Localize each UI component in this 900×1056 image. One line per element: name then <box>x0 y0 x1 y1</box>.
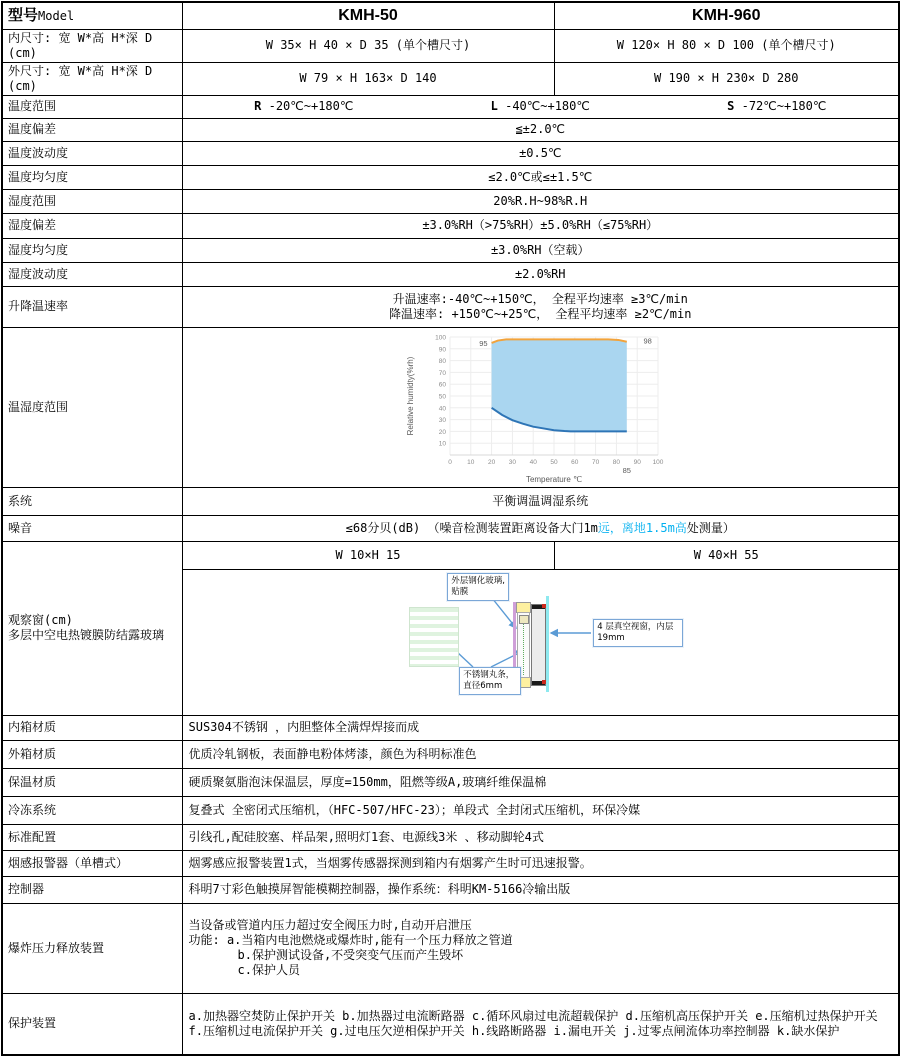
vacuum-glass-layer <box>531 604 546 686</box>
outer-material-value: 优质冷轧钢板，表面静电粉体烤漆，颜色为科明标准色 <box>182 740 899 768</box>
window-diagram-cell <box>182 569 899 715</box>
outer-size-kmh960: W 190 × H 230× D 280 <box>554 62 899 95</box>
smoke-alarm-label: 烟感报警器（单槽式） <box>2 850 182 876</box>
humidity-range-value: 20%R.H~98%R.H <box>182 189 899 213</box>
svg-text:60: 60 <box>571 459 579 466</box>
svg-text:60: 60 <box>439 381 447 389</box>
svg-text:100: 100 <box>652 459 664 466</box>
svg-text:0: 0 <box>448 459 453 466</box>
noise-value: ≤68分贝(dB) （噪音检测装置距离设备大门1m远，离地1.5m高处测量） <box>182 515 899 541</box>
callout-vacuum-window: 4 层真空视窗，内层 19mm <box>593 619 683 647</box>
pressure-release-label: 爆炸压力释放装置 <box>2 903 182 993</box>
pressure-release-value: 当设备或管道内压力超过安全阀压力时,自动开启泄压 功能: a.当箱内电池燃烧或爆炸时,能有一个压力释放之管道 b.保护测试设备,不受突变气压而产生毁坏 c.保护人员 <box>182 903 899 993</box>
temp-deviation-value: ≦±2.0℃ <box>182 118 899 141</box>
outer-size-label: 外尺寸: 宽 W*高 H*深 D (cm) <box>2 62 182 95</box>
svg-text:98: 98 <box>643 336 653 346</box>
smoke-alarm-value: 烟雾感应报警装置1式，当烟雾传感器探测到箱内有烟雾产生时可迅速报警。 <box>182 850 899 876</box>
row-controller <box>2 876 899 903</box>
svg-text:100: 100 <box>435 334 447 342</box>
temp-humidity-chart-cell <box>182 327 899 487</box>
temp-deviation-label: 温度偏差 <box>2 118 182 141</box>
row-temp-humidity-chart <box>2 327 899 487</box>
row-system <box>2 487 899 515</box>
svg-text:70: 70 <box>439 369 447 377</box>
inner-material-value: SUS304不锈钢 ，内胆整体全满焊焊接而成 <box>182 715 899 740</box>
humidity-uniformity-value: ±3.0%RH（空载） <box>182 238 899 262</box>
row-ramp-rate <box>2 286 899 327</box>
svg-text:70: 70 <box>592 459 600 466</box>
svg-text:90: 90 <box>439 346 447 354</box>
temp-range-l: L -40℃~+180℃ <box>490 99 590 113</box>
refrigeration-label: 冷冻系统 <box>2 796 182 824</box>
model-header-cell <box>2 2 182 29</box>
row-humidity-uniformity <box>2 238 899 262</box>
svg-text:50: 50 <box>439 393 447 401</box>
inner-size-kmh50: W 35× H 40 × D 35 (单个槽尺寸) <box>182 29 554 62</box>
noise-highlight-text: 远，离地1.5m高 <box>597 520 687 535</box>
row-temp-range <box>2 95 899 118</box>
row-humidity-fluctuation <box>2 262 899 286</box>
temp-range-label: 温度范围 <box>2 95 182 118</box>
humidity-deviation-value: ±3.0%RH（>75%RH）±5.0%RH（≤75%RH） <box>182 213 899 238</box>
temp-range-s: S -72℃~+180℃ <box>727 99 827 113</box>
insulation-value: 硬质聚氨脂泡沫保温层，厚度=150mm，阻燃等级A,玻璃纤维保温棉 <box>182 768 899 796</box>
svg-text:95: 95 <box>479 338 488 348</box>
standard-config-label: 标准配置 <box>2 824 182 850</box>
heater-film-dots <box>523 615 524 675</box>
humidity-fluctuation-label: 湿度波动度 <box>2 262 182 286</box>
svg-text:40: 40 <box>529 459 538 466</box>
row-refrigeration <box>2 796 899 824</box>
svg-text:10: 10 <box>467 459 475 466</box>
callout-outer-glass: 外层钢化玻璃,贴膜 <box>447 573 509 601</box>
window-size-kmh960: W 40×H 55 <box>554 541 899 569</box>
svg-text:30: 30 <box>439 417 447 425</box>
column-header-kmh50: KMH-50 <box>182 2 554 29</box>
row-smoke-alarm <box>2 850 899 876</box>
standard-config-value: 引线孔,配硅胶塞、样品架,照明灯1套、电源线3米 、移动脚轮4式 <box>182 824 899 850</box>
svg-text:10: 10 <box>439 440 447 448</box>
system-label: 系统 <box>2 487 182 515</box>
controller-label: 控制器 <box>2 876 182 903</box>
ramp-rate-label: 升降温速率 <box>2 286 182 327</box>
row-temp-fluctuation <box>2 141 899 165</box>
inner-size-label: 内尺寸: 宽 W*高 H*深 D (cm) <box>2 29 182 62</box>
ramp-rate-cooling: 降温速率: +150℃~+25℃， 全程平均速率 ≥2℃/min <box>389 306 692 321</box>
window-size-kmh50: W 10×H 15 <box>182 541 554 569</box>
temp-humidity-range-label: 温湿度范围 <box>2 327 182 487</box>
svg-text:Temperature ℃: Temperature ℃ <box>526 475 583 484</box>
column-header-kmh960: KMH-960 <box>554 2 899 29</box>
row-insulation <box>2 768 899 796</box>
insulation-label: 保温材质 <box>2 768 182 796</box>
row-protection <box>2 993 899 1055</box>
window-diagram <box>395 571 685 713</box>
row-inner-material <box>2 715 899 740</box>
inner-size-kmh960: W 120× H 80 × D 100 (单个槽尺寸) <box>554 29 899 62</box>
noise-label: 噪音 <box>2 515 182 541</box>
svg-text:50: 50 <box>550 459 558 466</box>
window-label-line2: 多层中空电热镀膜防结露玻璃 <box>8 628 165 642</box>
model-label-cn: 型号 <box>8 6 39 25</box>
glass-panel-front-view <box>409 607 459 667</box>
svg-text:20: 20 <box>439 428 447 436</box>
row-outer-material <box>2 740 899 768</box>
row-pressure-release <box>2 903 899 993</box>
temp-range-values <box>182 95 899 118</box>
row-inner-size <box>2 29 899 62</box>
humidity-deviation-label: 湿度偏差 <box>2 213 182 238</box>
spec-table <box>1 1 900 1056</box>
window-label <box>2 541 182 715</box>
svg-text:85: 85 <box>622 466 632 475</box>
inner-glass-layer <box>546 596 549 692</box>
row-temp-deviation <box>2 118 899 141</box>
row-humidity-deviation <box>2 213 899 238</box>
ramp-rate-heating: 升温速率:-40℃~+150℃， 全程平均速率 ≥3℃/min <box>392 291 688 306</box>
svg-text:40: 40 <box>439 405 447 413</box>
temp-uniformity-value: ≤2.0℃或≤±1.5℃ <box>182 165 899 189</box>
window-label-line1: 观察窗(cm) <box>8 613 73 627</box>
outer-size-kmh50: W 79 × H 163× D 140 <box>182 62 554 95</box>
callout-steel-strip: 不锈钢丸条，直径6mm <box>459 667 521 695</box>
temp-fluctuation-value: ±0.5℃ <box>182 141 899 165</box>
refrigeration-value: 复叠式 全密闭式压缩机，（HFC-507/HFC-23）；单段式 全封闭式压缩机，环保冷媒 <box>182 796 899 824</box>
svg-text:80: 80 <box>439 358 447 366</box>
inner-material-label: 内箱材质 <box>2 715 182 740</box>
svg-text:Relative humidty(%rh): Relative humidty(%rh) <box>406 356 416 436</box>
system-value: 平衡调温调湿系统 <box>182 487 899 515</box>
svg-text:30: 30 <box>509 459 517 466</box>
controller-value: 科明7寸彩色触摸屏智能模糊控制器，操作系统：科明KM-5166冷输出版 <box>182 876 899 903</box>
row-humidity-range <box>2 189 899 213</box>
protection-label: 保护装置 <box>2 993 182 1055</box>
temp-range-r: R -20℃~+180℃ <box>254 99 354 113</box>
temp-uniformity-label: 温度均匀度 <box>2 165 182 189</box>
humidity-range-label: 湿度范围 <box>2 189 182 213</box>
temp-fluctuation-label: 温度波动度 <box>2 141 182 165</box>
humidity-uniformity-label: 湿度均匀度 <box>2 238 182 262</box>
row-temp-uniformity <box>2 165 899 189</box>
outer-material-label: 外箱材质 <box>2 740 182 768</box>
svg-text:90: 90 <box>633 459 642 466</box>
ramp-rate-value <box>182 286 899 327</box>
row-noise <box>2 515 899 541</box>
svg-text:20: 20 <box>488 459 496 466</box>
model-label-en: Model <box>38 9 75 24</box>
temp-humidity-chart <box>404 329 676 485</box>
row-outer-size <box>2 62 899 95</box>
humidity-fluctuation-value: ±2.0%RH <box>182 262 899 286</box>
header-row <box>2 2 899 29</box>
row-window-size <box>2 541 899 569</box>
svg-text:80: 80 <box>613 459 621 466</box>
row-standard-config <box>2 824 899 850</box>
protection-value: a.加热器空焚防止保护开关 b.加热器过电流断路器 c.循环风扇过电流超载保护 d.压缩机高压保护开关 e.压缩机过热保护开关 f.压缩机过电流保护开关 g.过电压欠逆相保护开关 h.线路断路器 i.漏电开关 j.过零点闸流体功率控制器 k.缺水保护 <box>182 993 899 1055</box>
spacer-block <box>519 615 529 624</box>
